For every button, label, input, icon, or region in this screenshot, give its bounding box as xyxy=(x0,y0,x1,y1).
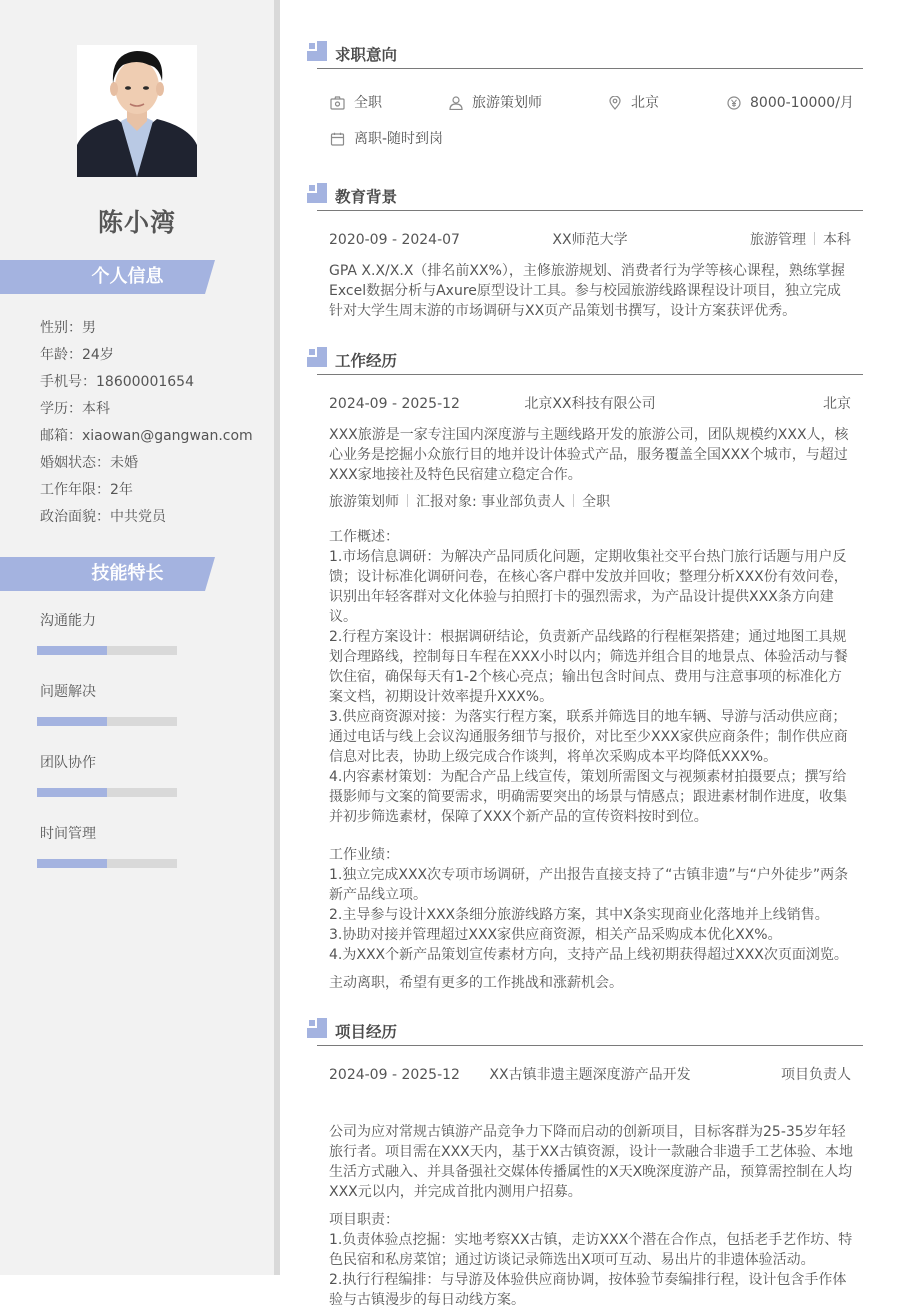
info-degree: 学历：本科 xyxy=(40,401,110,417)
work-city: 北京 xyxy=(823,396,851,412)
work-achievement-item: 2.主导参与设计XXX条细分旅游线路方案，其中X条实现商业化落地并上线销售。 xyxy=(329,907,829,923)
section-header-work xyxy=(307,347,863,377)
skill-label: 时间管理 xyxy=(40,826,96,842)
work-overview-item: 4.内容素材策划：为配合产品上线宣传，策划所需图文与视频素材拍摄要点；撰写给摄影师与文案的简要需求，明确需要突出的场景与情感点；跟进素材制作进度，收集并初步筛选素材，保障了XXX个新产品的宣传资料按时到位。 xyxy=(329,769,847,825)
section-icon xyxy=(307,1018,327,1038)
intent-availability xyxy=(330,129,443,149)
work-company: 北京XX科技有限公司 xyxy=(524,396,656,412)
intent-position-value: 旅游策划师 xyxy=(472,95,542,111)
section-title: 项目经历 xyxy=(335,1023,398,1041)
work-leave-reason: 主动离职，希望有更多的工作挑战和涨薪机会。 xyxy=(329,975,623,991)
info-political: 政治面貌：中共党员 xyxy=(40,509,166,525)
skill-label: 团队协作 xyxy=(40,755,96,771)
work-job-type: 全职 xyxy=(582,494,611,510)
education-major-degree xyxy=(750,230,851,250)
separator xyxy=(814,232,815,245)
project-duty-item: 1.负责体验点挖掘：实地考察XX古镇，走访XXX个潜在合作点，包括老手艺作坊、特色民宿和私房菜馆；通过访谈记录筛选出X项可互动、易出片的非遗体验活动。 xyxy=(329,1232,853,1268)
personal-info-list xyxy=(40,315,253,531)
project-role: 项目负责人 xyxy=(781,1067,851,1083)
section-header-project xyxy=(307,1018,863,1048)
section-title: 求职意向 xyxy=(335,46,398,64)
section-icon xyxy=(307,347,327,367)
work-role-row xyxy=(329,492,853,512)
avatar xyxy=(77,45,197,177)
intent-position xyxy=(448,93,542,113)
spacer xyxy=(329,965,853,973)
work-achievement-item: 3.协助对接并管理超过XXX家供应商资源，相关产品采购成本优化XX%。 xyxy=(329,927,782,943)
skill-bar-fill xyxy=(37,717,107,726)
project-duty-label: 项目职责： xyxy=(329,1212,399,1228)
skill-item xyxy=(40,683,96,701)
section-divider xyxy=(317,210,863,211)
info-gender: 性别：男 xyxy=(40,320,96,336)
intent-salary xyxy=(726,93,854,113)
info-age: 年龄：24岁 xyxy=(40,347,114,363)
info-years: 工作年限：2年 xyxy=(40,482,133,498)
education-period: 2020-09 - 2024-07 xyxy=(329,232,460,248)
work-overview-label: 工作概述： xyxy=(329,529,399,545)
intent-city xyxy=(607,93,659,113)
section-title: 工作经历 xyxy=(335,352,398,370)
intent-city-value: 北京 xyxy=(631,95,659,111)
project-period: 2024-09 - 2025-12 xyxy=(329,1067,460,1083)
work-report-to: 汇报对象: 事业部负责人 xyxy=(416,494,566,510)
section-icon xyxy=(307,41,327,61)
work-achievement-item: 1.独立完成XXX次专项市场调研，产出报告直接支持了“古镇非遗”与“户外徒步”两条新产品线立项。 xyxy=(329,867,849,903)
education-description: GPA X.X/X.X（排名前XX%），主修旅游规划、消费者行为学等核心课程，熟练掌握Excel数据分析与Axure原型设计工具。参与校园旅游线路课程设计项目，独立完成针对大学生周末游的市场调研与XX页产品策划书撰写，设计方案获评优秀。 xyxy=(329,263,845,319)
education-degree: 本科 xyxy=(823,232,851,248)
info-phone: 手机号：18600001654 xyxy=(40,374,194,390)
education-major: 旅游管理 xyxy=(750,232,806,248)
briefcase-icon xyxy=(330,96,346,110)
intent-type-value: 全职 xyxy=(354,95,382,111)
section-title: 教育背景 xyxy=(335,188,398,206)
skill-bar-fill xyxy=(37,859,107,868)
personal-info-banner xyxy=(0,260,215,294)
skills-banner xyxy=(0,557,215,591)
sidebar xyxy=(0,0,274,1275)
work-company-intro: XXX旅游是一家专注国内深度游与主题线路开发的旅游公司，团队规模约XXX人，核心业务是挖掘小众旅行目的地并设计体验式产品，服务覆盖全国XXX个城市，与超过XXX家地接社及特色民宿建立稳定合作。 xyxy=(329,427,849,483)
work-overview-item: 2.行程方案设计：根据调研结论，负责新产品线路的行程框架搭建；通过地图工具规划合理路线，控制每日车程在XXX小时以内；筛选并组合目的地景点、体验活动与餐饮住宿，确保每天有1-2个核心亮点；输出包含时间点、费用与注意事项的标准化方案文档，初期设计效率提升XXX%。 xyxy=(329,629,848,705)
skill-bar-fill xyxy=(37,646,107,655)
project-duty-item: 2.执行行程编排：与导游及体验供应商协调，按体验节奏编排行程，设计包含手作体验与古镇漫步的每日动线方案。 xyxy=(329,1272,847,1308)
education-school: XX师范大学 xyxy=(552,232,628,248)
section-icon xyxy=(307,183,327,203)
personal-info-heading: 个人信息 xyxy=(91,266,164,287)
skill-label: 问题解决 xyxy=(40,684,96,700)
skill-bar xyxy=(37,859,177,868)
spacer xyxy=(329,827,853,845)
work-overview-item: 3.供应商资源对接：为落实行程方案，联系并筛选目的地车辆、导游与活动供应商；通过电话与线上会议沟通服务细节与报价，对比至少XXX家供应商条件；制作供应商信息对比表，协助上级完成合作谈判，将单次采购成本平均降低XXX%。 xyxy=(329,709,848,765)
sidebar-divider xyxy=(274,0,280,1275)
skill-bar-fill xyxy=(37,788,107,797)
project-duties xyxy=(329,1210,853,1310)
skill-bar xyxy=(37,646,177,655)
section-divider xyxy=(317,68,863,69)
work-period: 2024-09 - 2025-12 xyxy=(329,396,460,412)
person-icon xyxy=(448,96,464,110)
profile-photo xyxy=(77,45,197,177)
separator xyxy=(407,494,408,507)
location-icon xyxy=(607,96,623,110)
yen-icon xyxy=(726,96,742,110)
section-divider xyxy=(317,1045,863,1046)
intent-salary-value: 8000-10000/月 xyxy=(750,95,854,111)
project-description: 公司为应对常规古镇游产品竞争力下降而启动的创新项目，目标客群为25-35岁年轻旅行者。项目需在XXX天内，基于XX古镇资源，设计一款融合非遗手工艺体验、本地生活方式融入、并具备强社交媒体传播属性的X天X晚深度游产品，预算需控制在人均XXX元以内，并完成首批内测用户招募。 xyxy=(329,1124,853,1200)
separator xyxy=(573,494,574,507)
section-header-education xyxy=(307,183,863,213)
skill-item xyxy=(40,754,96,772)
skill-item xyxy=(40,825,96,843)
project-name: XX古镇非遗主题深度游产品开发 xyxy=(489,1067,691,1083)
section-header-job-intent xyxy=(307,41,863,71)
intent-type xyxy=(330,93,382,113)
work-achievement-label: 工作业绩： xyxy=(329,847,399,863)
info-email: 邮箱：xiaowan@gangwan.com xyxy=(40,428,253,444)
section-divider xyxy=(317,374,863,375)
skills-heading: 技能特长 xyxy=(91,563,164,584)
calendar-icon xyxy=(330,132,346,146)
skill-label: 沟通能力 xyxy=(40,613,96,629)
skill-bar xyxy=(37,717,177,726)
work-achievement-item: 4.为XXX个新产品策划宣传素材方向，支持产品上线初期获得超过XXX次页面浏览。 xyxy=(329,947,848,963)
person-name: 陈小湾 xyxy=(97,208,176,237)
intent-availability-value: 离职-随时到岗 xyxy=(354,131,444,147)
work-overview-item: 1.市场信息调研：为解决产品同质化问题，定期收集社交平台热门旅行话题与用户反馈；设计标准化调研问卷，在核心客户群中发放并回收；整理分析XXX份有效问卷，识别出年轻客群对文化体验与拍照打卡的强烈需求，为产品设计提供XXX条方向建议。 xyxy=(329,549,848,625)
skill-item xyxy=(40,612,96,630)
work-details xyxy=(329,527,853,993)
skill-bar xyxy=(37,788,177,797)
work-role: 旅游策划师 xyxy=(329,494,399,510)
info-marital: 婚姻状态：未婚 xyxy=(40,455,138,471)
